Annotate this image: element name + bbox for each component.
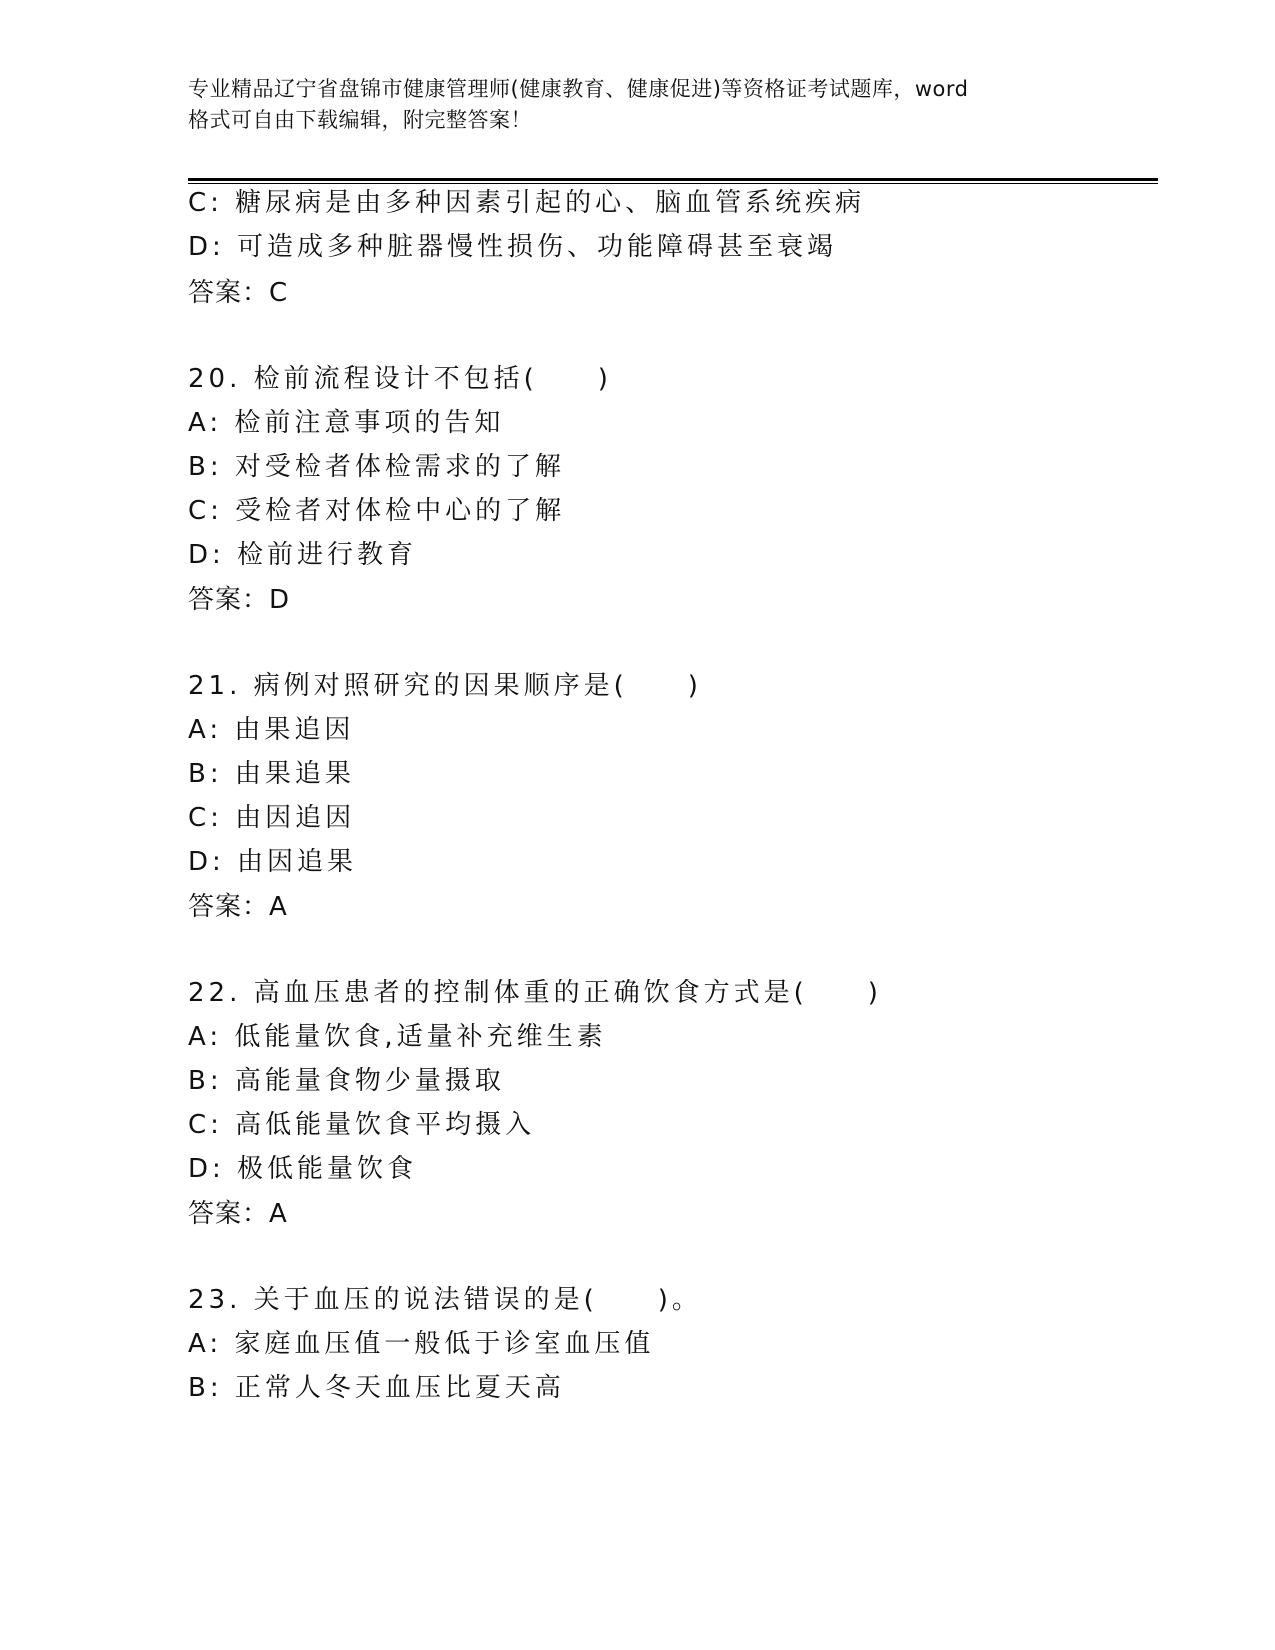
question-stem: 22. 高血压患者的控制体重的正确饮食方式是( ) bbox=[188, 978, 882, 1008]
question-stem: 23. 关于血压的说法错误的是( )。 bbox=[188, 1285, 702, 1315]
option-d: D: 由因追果 bbox=[188, 847, 358, 877]
answer bbox=[188, 1197, 287, 1231]
question-stem: 21. 病例对照研究的因果顺序是( ) bbox=[188, 671, 702, 701]
header-divider-thin bbox=[188, 183, 1158, 184]
answer bbox=[188, 583, 289, 617]
answer-value: C bbox=[269, 278, 288, 308]
option-d: D: 可造成多种脏器慢性损伤、功能障碍甚至衰竭 bbox=[188, 232, 838, 262]
option-b: B: 由果追果 bbox=[188, 759, 355, 789]
answer bbox=[188, 890, 287, 924]
answer-label: 答案： bbox=[188, 278, 270, 308]
option-c: C: 受检者对体检中心的了解 bbox=[188, 496, 566, 526]
option-c: C: 糖尿病是由多种因素引起的心、脑血管系统疾病 bbox=[188, 188, 866, 218]
option-c: C: 高低能量饮食平均摄入 bbox=[188, 1110, 536, 1140]
header-divider-thick bbox=[188, 178, 1158, 181]
option-a: A: 由果追因 bbox=[188, 715, 355, 745]
option-a: A: 检前注意事项的告知 bbox=[188, 408, 505, 438]
option-c: C: 由因追因 bbox=[188, 803, 356, 833]
option-d: D: 检前进行教育 bbox=[188, 540, 418, 570]
option-b: B: 高能量食物少量摄取 bbox=[188, 1066, 505, 1096]
answer-value: A bbox=[269, 892, 287, 922]
answer-label: 答案： bbox=[188, 1199, 270, 1229]
option-b: B: 正常人冬天血压比夏天高 bbox=[188, 1373, 565, 1403]
header-line-1: 专业精品辽宁省盘锦市健康管理师(健康教育、健康促进)等资格证考试题库，word bbox=[188, 77, 969, 101]
answer-label: 答案： bbox=[188, 892, 270, 922]
question-stem: 20. 检前流程设计不包括( ) bbox=[188, 364, 612, 394]
answer-label: 答案： bbox=[188, 585, 270, 615]
answer-value: A bbox=[269, 1199, 287, 1229]
document-header bbox=[188, 74, 1088, 136]
answer-value: D bbox=[269, 585, 290, 615]
option-b: B: 对受检者体检需求的了解 bbox=[188, 452, 565, 482]
header-line-2: 格式可自由下载编辑，附完整答案！ bbox=[188, 108, 532, 132]
answer bbox=[188, 276, 287, 310]
option-a: A: 低能量饮食,适量补充维生素 bbox=[188, 1022, 607, 1052]
option-d: D: 极低能量饮食 bbox=[188, 1154, 418, 1184]
option-a: A: 家庭血压值一般低于诊室血压值 bbox=[188, 1329, 655, 1359]
